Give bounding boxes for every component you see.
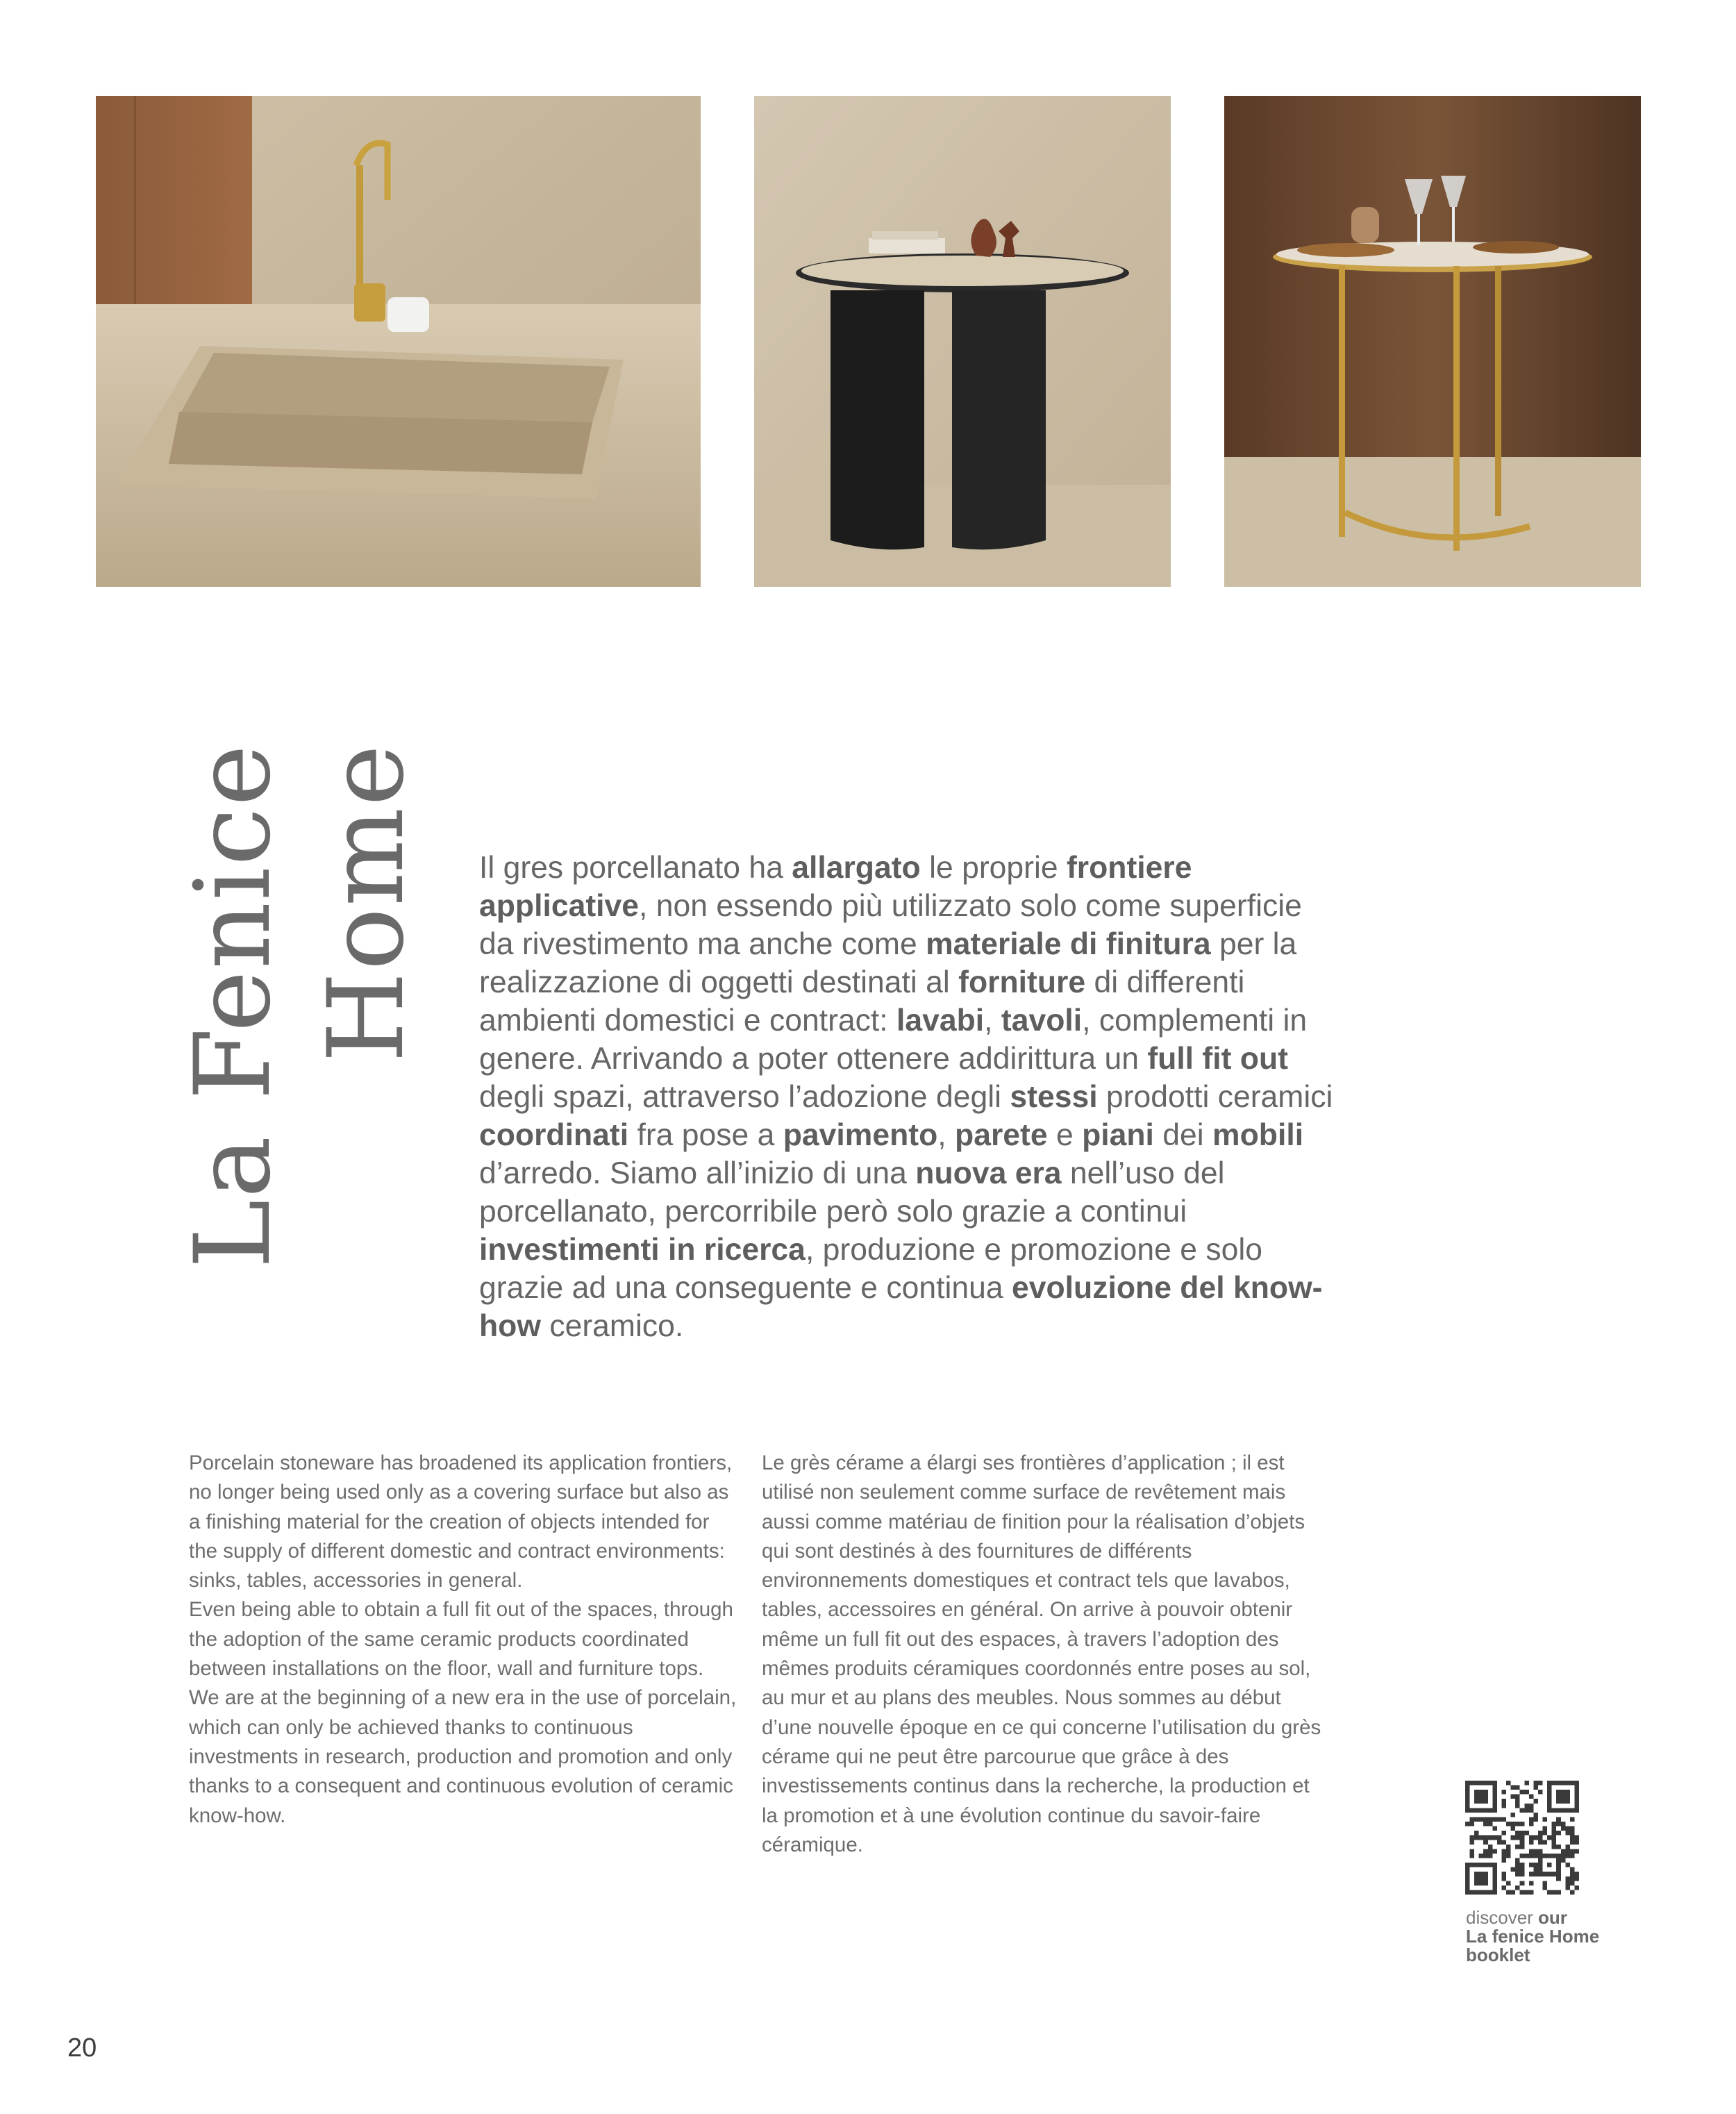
title-line-1: La Fenice — [173, 743, 294, 1269]
lead-bold-text: nuova era — [915, 1156, 1062, 1190]
lead-text: , complementi in genere. Arrivando a poter ottenere addirittura un — [479, 1004, 1308, 1076]
english-paragraph: Porcelain stoneware has broadened its application frontiers, no longer being used only as a covering surface but also as a finishing material for the creation of objects intended for the supply of different domestic and contract environments: sinks, tables, accessories in general. — [189, 1451, 733, 1592]
lead-text: per la realizzazione di oggetti destinati al — [479, 927, 1297, 999]
side-table-photo — [754, 96, 1171, 587]
lead-bold-text: coordinati — [479, 1118, 629, 1152]
english-text-column — [189, 1449, 737, 1831]
title-block — [167, 743, 444, 1396]
lead-bold-text: tavoli — [1001, 1004, 1083, 1038]
lead-bold-text: parete — [955, 1118, 1048, 1152]
qr-caption — [1466, 1908, 1646, 1965]
lead-bold-text: evoluzione del know-how — [479, 1271, 1323, 1343]
lead-bold-text: stessi — [1010, 1080, 1098, 1114]
lead-bold-text: investimenti in ricerca — [479, 1233, 806, 1267]
lead-text: , non essendo più utilizzato solo come superficie da rivestimento ma anche come — [479, 889, 1302, 961]
french-paragraph: Le grès cérame a élargi ses frontières d’application ; il est utilisé non seulement comme surface de revêtement mais aussi comme matériau de finition pour la réalisation d’objets qui sont destinés à des fournitures de différents environnements domestiques et contract tels que lavabos, tables, accessoires en général. On arrive à pouvoir obtenir même un full fit out des espaces, à travers l’adoption des mêmes produits céramiques coordonnés entre poses au sol, au mur et au plans des meubles. Nous sommes au début d’une nouvelle époque en ce qui concerne l’utilisation du grès cérame qui ne peut être parcourue que grâce à des investissements continus dans la recherche, la production et la promotion et à une évolution continue du savoir-faire céramique. — [762, 1451, 1321, 1856]
lead-text: di differenti ambienti domestici e contract: — [479, 965, 1245, 1038]
dining-table-photo — [1224, 96, 1641, 587]
washbasin-photo — [96, 96, 701, 587]
qr-caption-bold: our — [1538, 1907, 1567, 1928]
qr-code-icon[interactable] — [1465, 1781, 1579, 1895]
lead-text: dei — [1153, 1118, 1213, 1152]
page-title — [167, 743, 444, 1396]
lead-bold-text: piani — [1082, 1118, 1154, 1152]
lead-bold-text: materiale di finitura — [926, 927, 1211, 961]
french-text-column — [762, 1449, 1324, 1860]
english-paragraph: Even being able to obtain a full fit out of the spaces, through the adoption of the same ceramic products coordinated between installations on the floor, wall and furniture tops. We are at the beginning of a new era in the use of porcelain, which can only be achieved thanks to continuous investments in research, production and promotion and only thanks to a consequent and continuous evolution of ceramic know-how. — [189, 1598, 737, 1827]
lead-bold-text: frontiere applicative — [479, 851, 1192, 923]
lead-text: ceramico. — [540, 1309, 684, 1343]
lead-text: d’arredo. Siamo all’inizio di una — [479, 1156, 916, 1190]
lead-text: fra pose a — [628, 1118, 783, 1152]
lead-bold-text: forniture — [958, 965, 1086, 999]
lead-text: le proprie — [920, 851, 1067, 885]
lead-text: , — [984, 1004, 1001, 1038]
lead-text: e — [1047, 1118, 1083, 1152]
lead-bold-text: allargato — [792, 851, 921, 885]
lead-bold-text: lavabi — [896, 1004, 985, 1038]
lead-bold-text: mobili — [1212, 1118, 1304, 1152]
lead-bold-text: full fit out — [1147, 1042, 1288, 1076]
qr-caption-plain: discover — [1466, 1907, 1539, 1928]
page-number: 20 — [67, 2033, 97, 2063]
lead-paragraph-italian — [479, 849, 1340, 1345]
qr-caption-bold: La fenice Home — [1466, 1926, 1600, 1947]
lead-text: prodotti ceramici — [1097, 1080, 1333, 1114]
lead-text: , — [937, 1118, 955, 1152]
lead-text: Il gres porcellanato ha — [479, 851, 792, 885]
lead-bold-text: pavimento — [783, 1118, 938, 1152]
qr-caption-bold: booklet — [1466, 1945, 1530, 1965]
title-line-2: Home — [306, 743, 427, 1063]
lead-text: nell’uso del porcellanato, percorribile però solo grazie a continui — [479, 1156, 1225, 1229]
lead-text: degli spazi, attraverso l’adozione degli — [479, 1080, 1010, 1114]
lead-text: , produzione e promozione e solo grazie ad una conseguente e continua — [479, 1233, 1262, 1305]
